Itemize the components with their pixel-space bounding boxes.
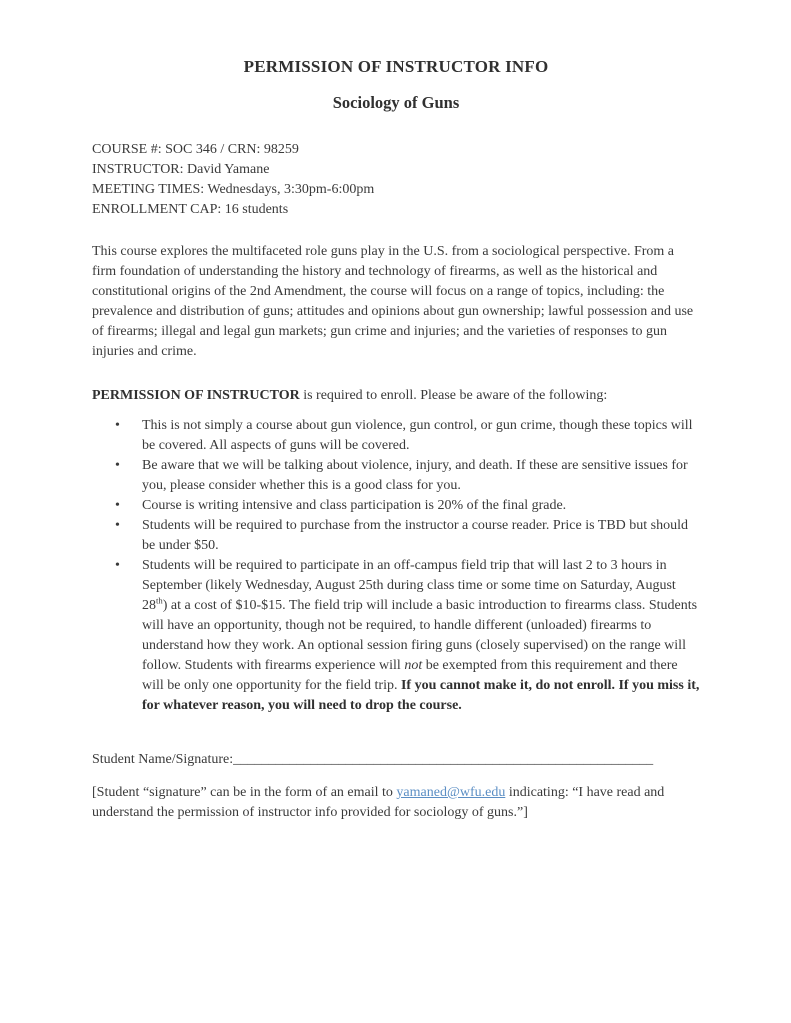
intro-paragraph: This course explores the multifaceted role guns play in the U.S. from a sociological perspective. From a firm foundation of understanding the history and technology of firearms, as well as the historical and constitutional origins of the 2nd Amendment, the course will focus on a range of topics, including: the prevalence and distribution of guns; attitudes and opinions about gun ownership; lawful possession and use of firearms; illegal and legal gun markets; gun crime and injuries; and the varieties of responses to gun injuries and crime. <box>92 244 694 359</box>
footer-text-after-link: indicating: “I have read and understand the permission of instructor info provided for sociology of guns.”] <box>92 785 665 820</box>
course-info-block <box>92 140 700 220</box>
list-item-segment-normal: Be aware that we will be talking about violence, injury, and death. If these are sensitive issues for you, please consider whether this is a good class for you. <box>142 458 688 493</box>
list-item <box>142 456 700 496</box>
list-item-segment-sup: th <box>156 595 163 606</box>
footer-note <box>92 783 700 823</box>
list-item-segment-normal: This is not simply a course about gun violence, gun control, or gun crime, though these topics will be covered. All aspects of guns will be covered. <box>142 418 693 453</box>
permission-bold-lead: PERMISSION OF INSTRUCTOR <box>92 388 300 403</box>
permission-requirement-line <box>92 386 700 406</box>
list-item-segment-italic: not <box>404 658 423 673</box>
footer-text-before-link: [Student “signature” can be in the form of an email to <box>92 785 397 800</box>
signature-label: Student Name/Signature: <box>92 752 234 767</box>
course-number-line: COURSE #: SOC 346 / CRN: 98259 <box>92 142 299 157</box>
instructor-line: INSTRUCTOR: David Yamane <box>92 162 270 177</box>
list-item-segment-normal: Students will be required to participate in an off-campus field trip that will last 2 to 3 hours in September (likely Wednesday, August 25th during class time or some time on Saturday, August 28 <box>142 558 676 613</box>
list-item <box>142 516 700 556</box>
meeting-times-line: MEETING TIMES: Wednesdays, 3:30pm-6:00pm <box>92 182 375 197</box>
email-link[interactable]: yamaned@wfu.edu <box>396 785 506 800</box>
list-item <box>142 416 700 456</box>
permission-rest-text: is required to enroll. Please be aware of the following: <box>299 388 608 403</box>
list-item-segment-bold: If you cannot make it, do not enroll. If you miss it, for whatever reason, you will need to drop the course. <box>142 678 700 713</box>
bullet-list <box>92 416 700 716</box>
list-item-segment-normal: Course is writing intensive and class participation is 20% of the final grade. <box>142 498 567 513</box>
document-title: PERMISSION OF INSTRUCTOR INFO <box>243 57 549 76</box>
document-subtitle: Sociology of Guns <box>332 93 460 112</box>
list-item-segment-normal: Students will be required to purchase from the instructor a course reader. Price is TBD but should be under $50. <box>142 518 688 553</box>
list-item <box>142 496 700 516</box>
list-item-segment-normal: be exempted from this requirement and there will be only one opportunity for the field trip. <box>142 658 678 693</box>
list-item <box>142 556 700 716</box>
signature-row <box>92 750 700 770</box>
enrollment-cap-line: ENROLLMENT CAP: 16 students <box>92 202 289 217</box>
list-item-segment-normal: ) at a cost of $10-$15. The field trip will include a basic introduction to firearms class. Students will have an opportunity, though not be required, to handle different (unloaded) firearms to understand how they work. An optional session firing guns (closely supervised) on the range will follow. Students with firearms experience will <box>142 598 698 673</box>
signature-blank-line: ____________________________________________________________ <box>233 752 654 767</box>
